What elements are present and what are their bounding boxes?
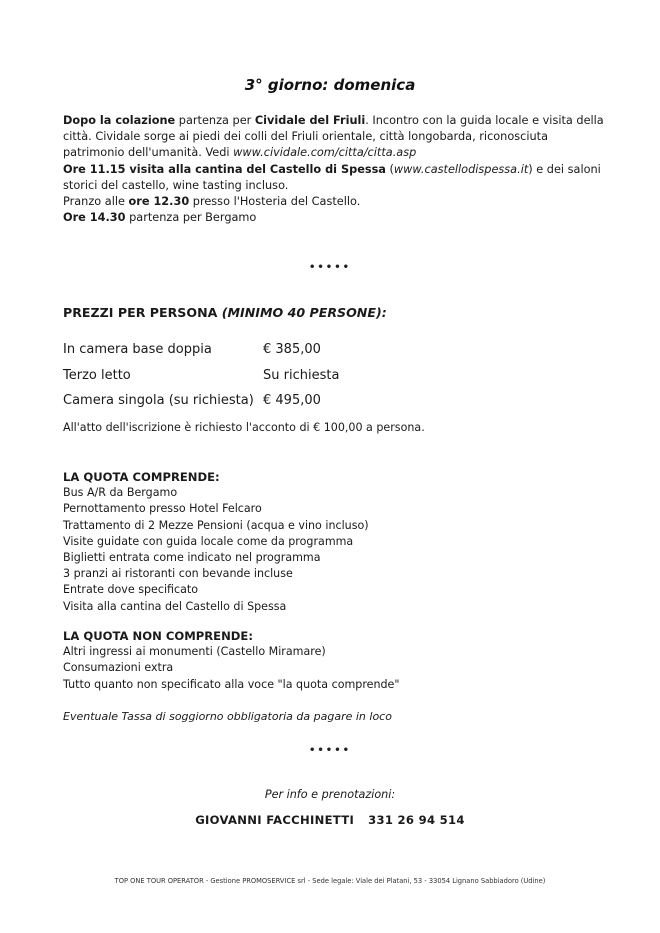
prices-title-note: (MINIMO 40 PERSONE): <box>221 305 387 320</box>
text-fragment: partenza per <box>175 114 255 127</box>
excluded-section <box>63 628 399 693</box>
prices-title <box>63 305 387 320</box>
list-item: Entrate dove specificato <box>63 583 199 597</box>
cividale-link[interactable]: www.cividale.com/citta/citta.asp <box>233 146 417 160</box>
program-paragraph-spessa <box>63 162 608 194</box>
excluded-list <box>63 644 399 693</box>
contact-line <box>0 813 660 827</box>
included-title: LA QUOTA COMPRENDE: <box>63 470 220 484</box>
price-label: Terzo letto <box>63 367 131 383</box>
text-fragment: Pranzo alle <box>63 195 129 209</box>
list-item: Visite guidate con guida locale come da programma <box>63 534 354 548</box>
list-item: Biglietti entrata come indicato nel programma <box>63 551 321 565</box>
tax-note: Eventuale Tassa di soggiorno obbligatoria da pagare in loco <box>63 710 392 723</box>
list-item: Visita alla cantina del Castello di Spessa <box>63 599 287 613</box>
price-label: In camera base doppia <box>63 342 212 357</box>
day-title: 3° giorno: domenica <box>244 76 416 94</box>
list-item: Pernottamento presso Hotel Felcaro <box>63 502 262 516</box>
price-value: Su richiesta <box>263 367 340 383</box>
excluded-title: LA QUOTA NON COMPRENDE: <box>63 629 253 643</box>
contact-name: GIOVANNI FACCHINETTI <box>195 813 355 827</box>
included-section <box>63 469 369 615</box>
spessa-visit-label: Ore 11.15 visita alla cantina del Castello di Spessa <box>63 162 386 176</box>
info-label: Per info e prenotazioni: <box>264 788 396 801</box>
text-fragment: ( <box>385 162 394 176</box>
list-item: Tutto quanto non specificato alla voce "la quota comprende" <box>63 677 400 691</box>
contact-phone[interactable]: 331 26 94 514 <box>368 813 465 827</box>
prices-title-text: PREZZI PER PERSONA <box>63 305 218 320</box>
included-list <box>63 485 369 615</box>
price-value: € 385,00 <box>263 342 321 357</box>
footer: TOP ONE TOUR OPERATOR - Gestione PROMOSERVICE srl - Sede legale: Viale dei Platani, 53 - 33054 Lignano Sabbiadoro (Udine) <box>114 877 546 885</box>
list-item: Altri ingressi ai monumenti (Castello Miramare) <box>63 645 326 659</box>
list-item: Bus A/R da Bergamo <box>63 486 178 500</box>
separator-dots: ••••• <box>309 745 351 756</box>
price-row <box>63 337 339 363</box>
text-fragment: ) e dei saloni storici del castello, wine tasting incluso. <box>63 162 601 192</box>
program-paragraph-lunch <box>63 194 608 210</box>
price-label: Camera singola (su richiesta) <box>63 393 254 408</box>
program-paragraph-cividale <box>63 113 608 162</box>
spessa-link[interactable]: www.castellodispessa.it <box>393 162 529 176</box>
price-row <box>63 363 339 389</box>
text-fragment: partenza per Bergamo <box>125 211 257 225</box>
deposit-note: All'atto dell'iscrizione è richiesto l'acconto di € 100,00 a persona. <box>63 421 425 434</box>
cividale-label: Cividale del Friuli <box>254 114 366 127</box>
lunch-time: ore 12.30 <box>128 195 190 209</box>
price-row <box>63 388 339 414</box>
price-table <box>63 337 339 414</box>
text-fragment: presso l'Hosteria del Castello. <box>189 195 361 209</box>
list-item: Consumazioni extra <box>63 661 174 675</box>
separator-dots: ••••• <box>309 262 351 273</box>
text-fragment: . Incontro con la guida locale e visita della città. Cividale sorge ai piedi dei colli del Friuli orientale, città longobarda, riconosciuta patrimonio dell'umanità. Vedi <box>63 114 604 160</box>
program-text <box>63 113 608 226</box>
departure-time: Ore 14.30 <box>63 211 126 225</box>
list-item: 3 pranzi ai ristoranti con bevande incluse <box>63 567 293 581</box>
list-item: Trattamento di 2 Mezze Pensioni (acqua e vino incluso) <box>63 518 369 532</box>
price-value: € 495,00 <box>263 393 321 408</box>
program-paragraph-departure <box>63 210 608 226</box>
breakfast-label: Dopo la colazione <box>63 114 176 127</box>
